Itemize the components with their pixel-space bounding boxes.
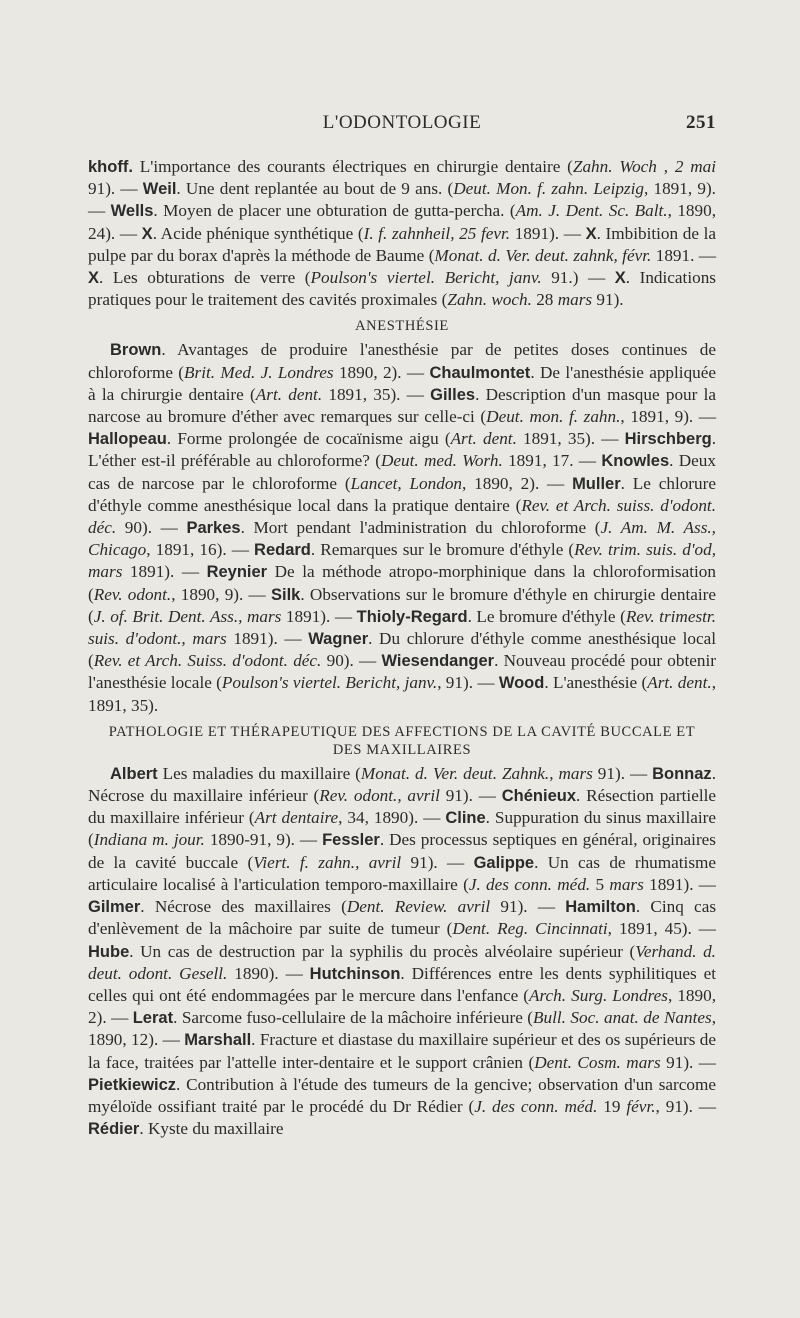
entry-text: . Des processus septiques en général, originaires de la cavité buccale ( <box>88 830 716 872</box>
citation-source: Dent. Reg. Cincinnati <box>452 919 608 939</box>
citation-source: févr. <box>626 1096 656 1116</box>
entry-text: 91). — <box>88 179 143 199</box>
citation-source: Rev. odont. <box>93 584 172 604</box>
journal-title: L'ODONTOLOGIE <box>322 112 482 133</box>
entry-text: . Observations sur le bromure d'éthyle en chirurgie dentaire ( <box>88 584 716 626</box>
citation-source: Verhand. d. deut. odont. Gesell. <box>88 941 716 983</box>
entry-text: , 1890, 2). — <box>88 985 717 1028</box>
entry-text: 91). <box>592 290 624 310</box>
entry-text: 91). — <box>592 763 653 783</box>
entry-text: , 1890, 24). — <box>88 201 717 243</box>
section-heading-pathologie: PATHOLOGIE ET THÉRAPEUTIQUE DES AFFECTIONS DE LA CAVITÉ BUCCALE ET DES MAXILLAIRES <box>108 723 696 758</box>
entry-text: . Nécrose des maxillaires ( <box>140 897 347 917</box>
author-name: Hube <box>88 942 130 961</box>
author-name: Cline <box>445 809 486 828</box>
entry-text: . Cinq cas d'enlèvement de la mâchoire par suite de tumeur ( <box>88 897 717 939</box>
entry-text: , 1891, 45). — <box>607 919 716 939</box>
author-name: Wiesendanger <box>381 652 495 671</box>
author-name: Hamilton <box>565 898 636 917</box>
citation-source: Lancet, London <box>350 473 463 493</box>
entry-text: . Nécrose du maxillaire inférieur ( <box>88 763 716 806</box>
citation-source: Deut. Mon. f. zahn. Leipzig <box>453 179 644 199</box>
entry-text: . Une dent replantée au bout de 9 ans. ( <box>176 179 454 199</box>
entry-text: L'importance des courants électriques en chirurgie dentaire ( <box>132 157 573 176</box>
entry-text: 1891, 17. — <box>502 451 602 471</box>
entry-text: , 34, 1890). — <box>338 808 446 828</box>
entry-text: 1890, 2). — <box>333 362 430 382</box>
citation-source: Monat. d. Ver. deut. zahnk, févr. <box>434 245 652 265</box>
entry-text: . Moyen de placer une obturation de gutta-percha. ( <box>153 201 516 221</box>
entry-text: , 1891, 16). — <box>146 540 255 560</box>
citation-source: Rev. et Arch. Suiss. d'odont. déc. <box>93 651 322 671</box>
entry-text: , 1891, 35). <box>88 673 716 715</box>
author-name: Hutchinson <box>309 964 401 983</box>
author-name: Pietkiewicz <box>88 1075 177 1094</box>
section-heading-anesthesie: ANESTHÉSIE <box>355 318 449 335</box>
entry-text: . De l'anesthésie appliquée à la chirurgie dentaire ( <box>88 362 717 404</box>
author-name: Chénieux <box>501 787 577 806</box>
author-name: Muller <box>572 474 621 493</box>
citation-source: Viert. f. zahn., avril <box>253 852 402 872</box>
entry-text: . Le chlorure d'éthyle comme anesthésique local dans la pratique dentaire ( <box>88 473 716 515</box>
citation-source: 2 mai <box>674 157 716 176</box>
entry-text: 1891). — <box>643 874 716 894</box>
entry-text: 91). — <box>401 852 474 872</box>
author-name: khoff. <box>88 158 133 176</box>
author-name: Redard <box>254 541 311 560</box>
page-number: 251 <box>686 112 716 133</box>
body-text <box>88 156 716 1140</box>
entry-text: , 1890, 12). — <box>88 1008 716 1050</box>
entry-text: 28 <box>531 290 558 310</box>
citation-source: Art. dent. <box>647 673 712 693</box>
author-name: Galippe <box>473 853 535 872</box>
entry-text: , 1890, 2). — <box>462 473 573 493</box>
citation-source: J. des conn. méd. <box>474 1096 598 1116</box>
citation-source: Rev. et Arch. suiss. d'odont. déc. <box>88 495 716 538</box>
entry-text: 1891). — <box>281 606 357 626</box>
entry-text: . Fracture et diastase du maxillaire supérieur et des os supérieurs de la face, traitées par l'attelle inter-dentaire et le support crânien ( <box>88 1030 716 1072</box>
citation-source: mars <box>557 290 593 310</box>
entry-text: , 1891, 9). — <box>620 407 717 427</box>
entry-text: . Indications pratiques pour le traitement des cavités proximales ( <box>88 268 716 310</box>
entry-text: 1891. — <box>651 245 716 265</box>
citation-source: J. of. Brit. Dent. Ass., mars <box>93 606 282 626</box>
author-name: X <box>141 224 153 243</box>
entry-text: 1891, 35). — <box>322 384 431 404</box>
citation-source: Zahn. woch. <box>447 290 532 310</box>
entry-text: . Du chlorure d'éthyle comme anesthésique local ( <box>88 629 716 671</box>
author-name: Weil <box>142 180 177 199</box>
entry-text: . Mort pendant l'administration du chloroforme ( <box>240 518 601 538</box>
entry-text: 1891). — <box>122 562 207 582</box>
entry-text: . Le bromure d'éthyle ( <box>467 606 626 626</box>
entry-text: 91). — <box>490 897 566 917</box>
entry-text: , 91). — <box>437 673 499 693</box>
author-name: Marshall <box>184 1031 252 1050</box>
citation-source: Poulson's viertel. Bericht, janv. <box>221 673 438 693</box>
citation-source: Art. dent. <box>255 384 323 404</box>
entry-text: . L'éther est-il préférable au chloroforme? ( <box>88 429 716 471</box>
entry-text: De la méthode atropo-morphinique dans la chloroformisation ( <box>88 562 716 604</box>
citation-source: Art. dent. <box>450 429 517 449</box>
citation-source: Rev. odont., avril <box>319 786 440 806</box>
entry-text: 90). — <box>321 651 382 671</box>
entry-text: 1891). — <box>226 629 309 649</box>
citation-source: I. f. zahnheil, 25 fevr. <box>363 223 511 243</box>
citation-source: Zahn. Woch <box>572 157 657 176</box>
entry-text: 5 <box>590 874 610 894</box>
entry-text: , 1891, 9). — <box>88 179 716 221</box>
entry-text: . Forme prolongée de cocaïnisme aigu ( <box>166 429 451 449</box>
entry-text: Les maladies du maxillaire ( <box>157 763 361 783</box>
author-name: Parkes <box>186 519 241 538</box>
citation-source: mars <box>609 874 644 894</box>
citation-source: Dent. Cosm. mars <box>534 1052 661 1072</box>
entry-text: . Remarques sur le bromure d'éthyle ( <box>310 540 575 560</box>
citation-source: Deut. med. Worh. <box>380 451 503 471</box>
entry-text: . Un cas de destruction par la syphilis du procès alvéolaire supérieur ( <box>129 941 636 961</box>
author-name: Gilles <box>430 385 476 404</box>
author-name: Wells <box>110 202 154 221</box>
entry-text: 91.) — <box>541 268 615 288</box>
citation-source: Rev. trimestr. suis. d'odont., mars <box>88 606 716 649</box>
entry-text: 90). — <box>116 518 187 538</box>
bibliography-paragraph-anesthesie <box>88 339 716 716</box>
author-name: Hallopeau <box>88 430 167 449</box>
entry-text: . L'anesthésie ( <box>544 673 648 693</box>
entry-text: 1891). — <box>510 223 586 243</box>
citation-source: Indiana m. jour. <box>93 830 205 850</box>
entry-text: 1890). — <box>227 963 310 983</box>
author-name: X <box>614 269 626 288</box>
author-name: Wagner <box>308 630 369 649</box>
citation-source: Brit. Med. J. Londres <box>184 362 334 382</box>
bibliography-paragraph-pathologie <box>88 763 716 1140</box>
entry-text: . Sarcome fuso-cellulaire de la mâchoire inférieure ( <box>173 1008 534 1028</box>
citation-source: Bull. Soc. anat. de Nantes <box>533 1008 712 1028</box>
entry-text: . Deux cas de narcose par le chloroforme ( <box>88 451 716 493</box>
bibliography-paragraph-continued <box>88 156 716 311</box>
entry-text: 1891, 35). — <box>516 429 625 449</box>
citation-source: J. des conn. méd. <box>468 874 591 894</box>
author-name: Brown <box>110 341 162 360</box>
entry-text: . Kyste du maxillaire <box>139 1119 284 1139</box>
author-name: Hirschberg <box>624 430 712 449</box>
entry-text: . Un cas de rhumatisme articulaire localisé à l'articulation temporo-maxillaire ( <box>88 852 717 894</box>
citation-source: Dent. Review. avril <box>346 897 491 917</box>
entry-text: . Nouveau procédé pour obtenir l'anesthésie locale ( <box>88 651 716 693</box>
author-name: X <box>88 269 100 288</box>
author-name: Reynier <box>206 563 268 582</box>
entry-text: . Résection partielle du maxillaire inférieur ( <box>88 786 717 828</box>
entry-text: . Acide phénique synthétique ( <box>152 223 364 243</box>
author-name: Lerat <box>132 1009 174 1028</box>
citation-source: J. Am. M. Ass., Chicago <box>88 518 716 560</box>
entry-text: . Différences entre les dents syphilitiques et celles qui ont été endommagées par le mercure dans l'enfance ( <box>88 963 716 1005</box>
citation-source: Deut. mon. f. zahn. <box>486 407 621 427</box>
entry-text: , <box>656 157 675 176</box>
citation-source: Poulson's viertel. Bericht, janv. <box>310 268 542 288</box>
entry-text: . Les obturations de verre ( <box>99 268 311 288</box>
citation-source: Am. J. Dent. Sc. Balt. <box>515 201 668 221</box>
author-name: Gilmer <box>88 898 141 917</box>
author-name: Rédier <box>88 1120 140 1139</box>
entry-text: , 91). — <box>655 1096 717 1116</box>
citation-source: Rev. trim. suis. d'od, mars <box>88 540 716 582</box>
author-name: Thioly-Regard <box>356 607 468 626</box>
citation-source: Arch. Surg. Londres <box>529 985 668 1005</box>
entry-text: . Avantages de produire l'anesthésie par de petites doses continues de chloroforme ( <box>88 340 716 382</box>
entry-text: , 1890, 9). — <box>171 584 271 604</box>
entry-text: . Imbibition de la pulpe par du borax d'après la méthode de Baume ( <box>88 223 716 265</box>
author-name: Fessler <box>322 831 380 850</box>
citation-source: Monat. d. Ver. deut. Zahnk., mars <box>360 763 593 783</box>
entry-text: 91). — <box>439 786 502 806</box>
entry-text: . Description d'un masque pour la narcose au bromure d'éther avec remarques sur celle-ci ( <box>88 384 716 427</box>
author-name: Bonnaz <box>652 764 712 783</box>
author-name: Albert <box>110 764 158 783</box>
entry-text: 91). — <box>660 1052 716 1072</box>
citation-source: Art dentaire <box>254 808 339 828</box>
running-header <box>88 112 716 140</box>
entry-text: . Suppuration du sinus maxillaire ( <box>88 808 716 850</box>
author-name: Wood <box>498 674 545 693</box>
author-name: Silk <box>271 585 301 604</box>
author-name: Chaulmontet <box>429 363 531 382</box>
author-name: Knowles <box>601 452 670 471</box>
entry-text: 1890-91, 9). — <box>204 830 323 850</box>
entry-text: 19 <box>597 1096 627 1116</box>
entry-text: . Contribution à l'étude des tumeurs de la gencive; observation d'un sarcome myéloïde ossifiant traité par le procédé du Dr Rédier ( <box>88 1074 716 1116</box>
author-name: X <box>585 224 597 243</box>
